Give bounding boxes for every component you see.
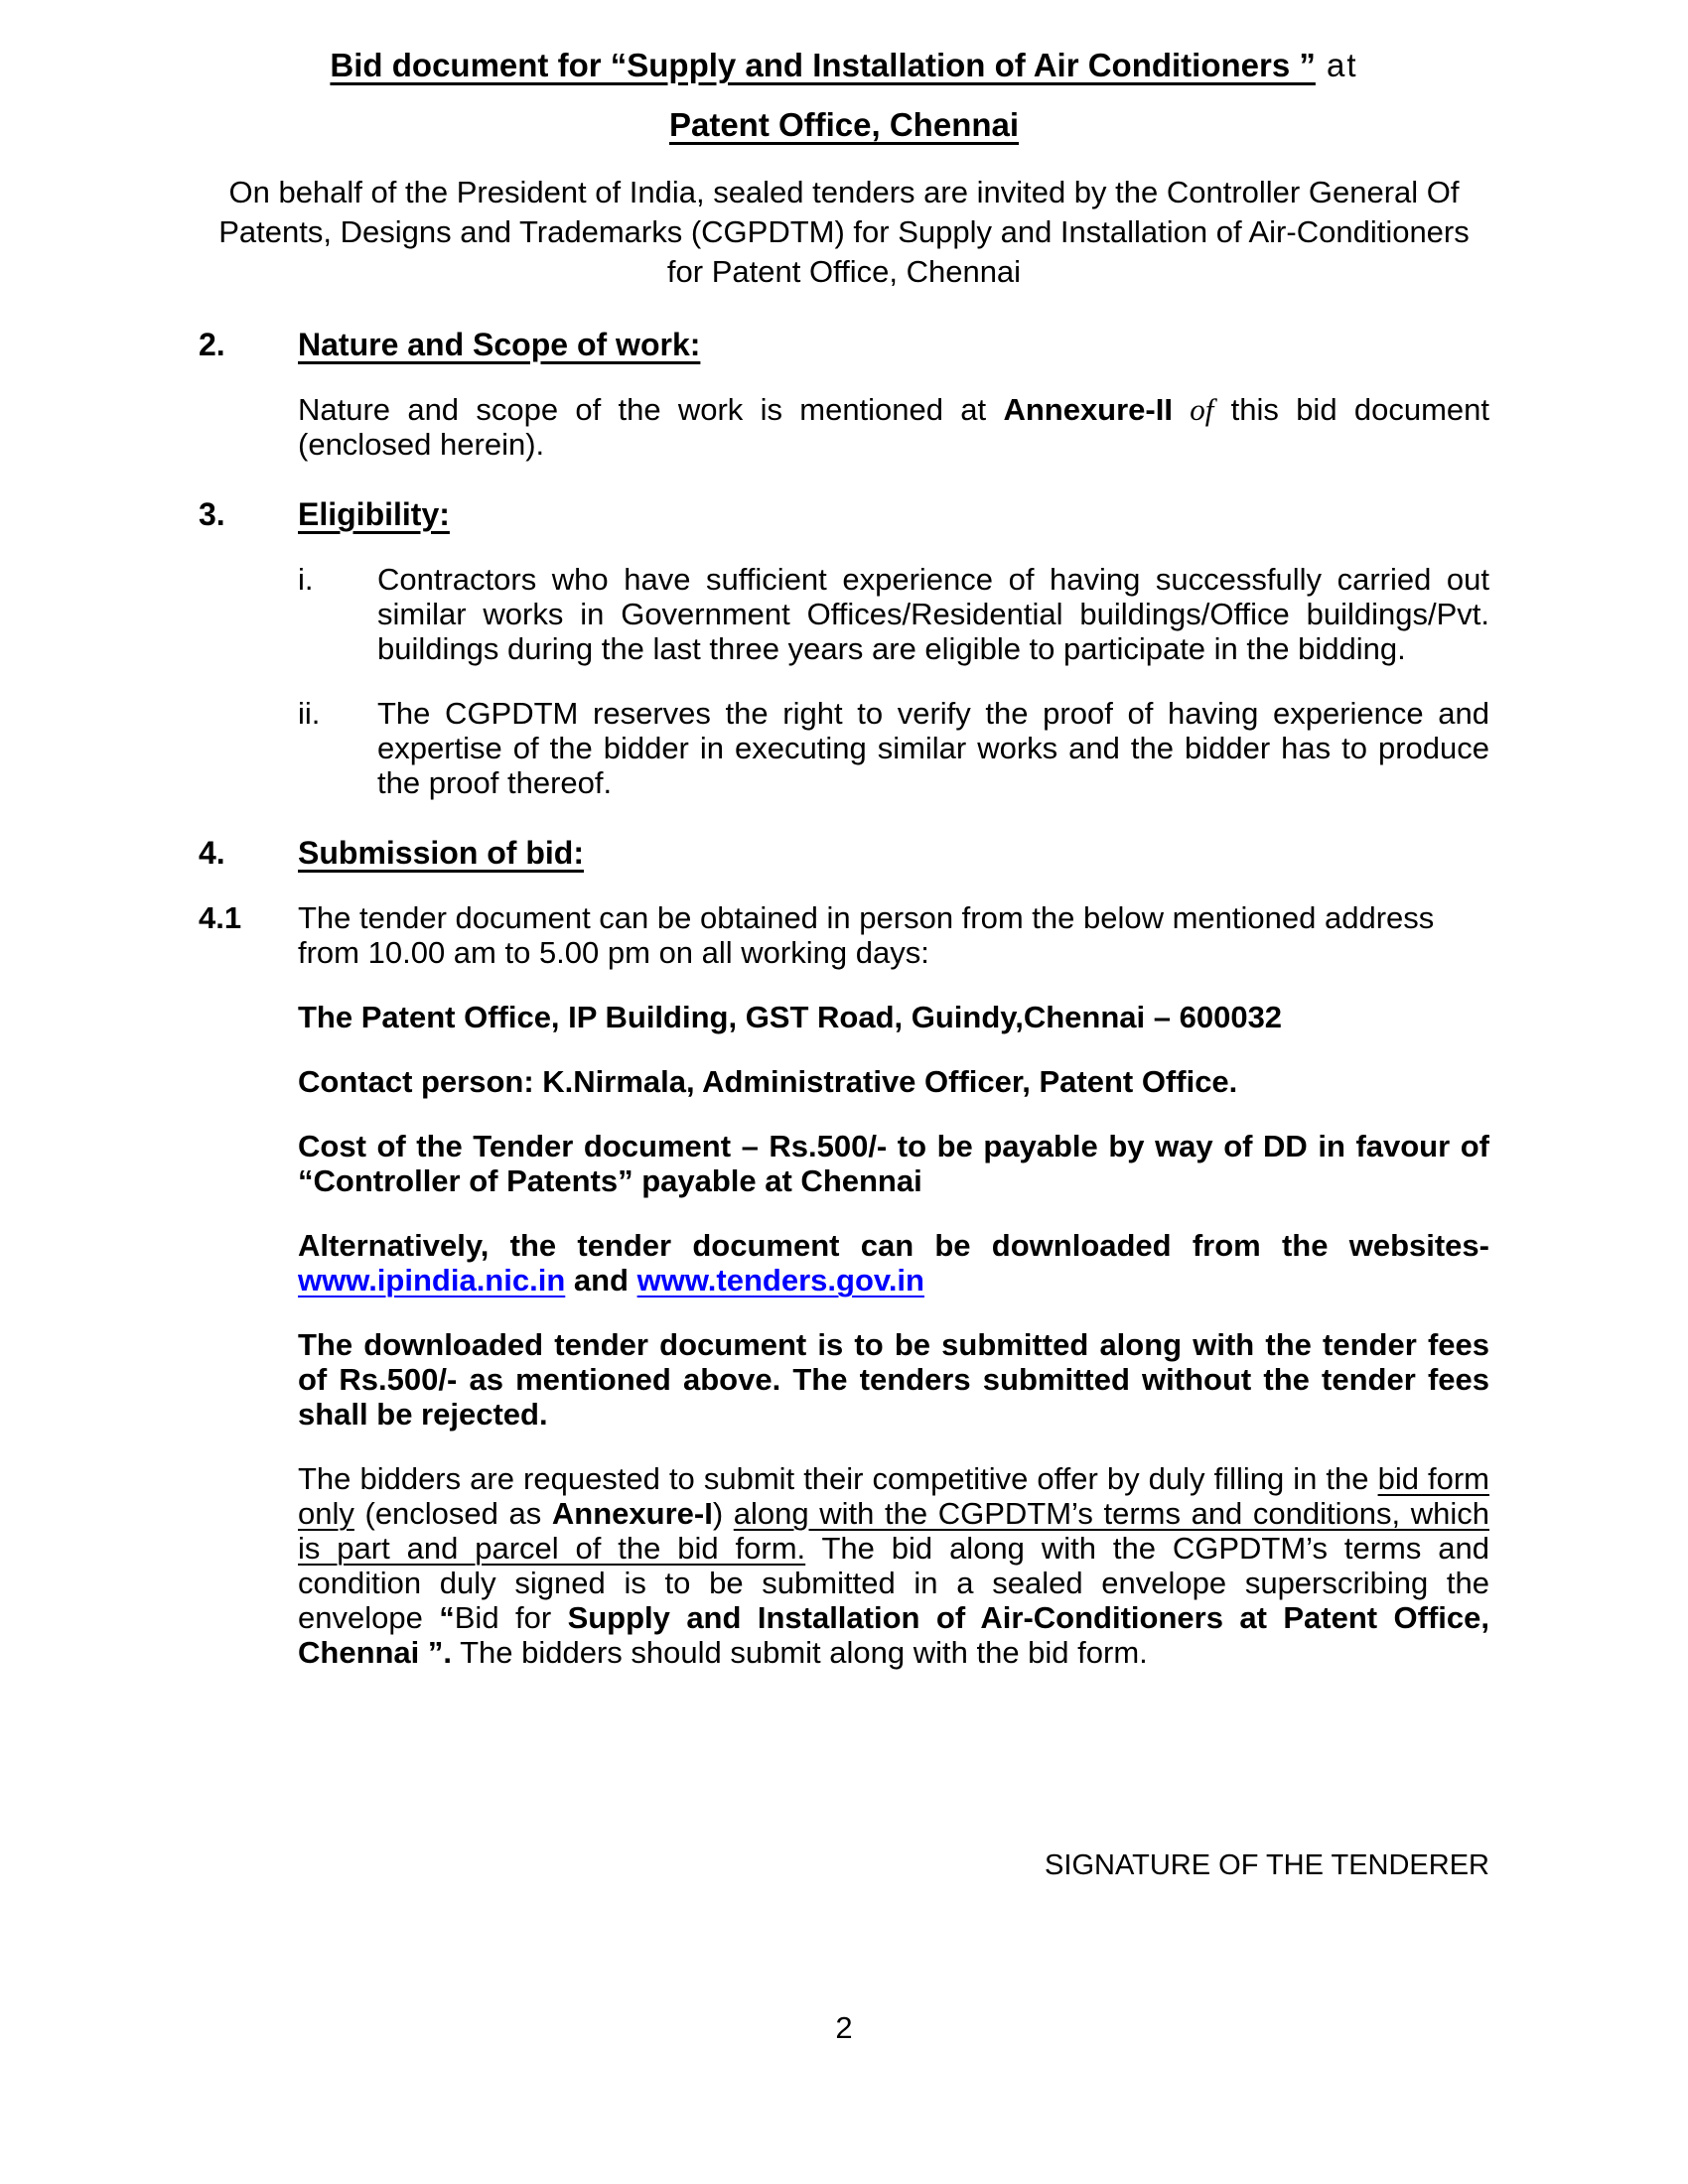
paragraph bbox=[298, 392, 1489, 462]
text-segment: Annexure-I bbox=[551, 1496, 713, 1531]
text-segment: The downloaded tender document is to be submitted along with the tender fees of Rs.500/- as mentioned above. The tenders submitted without the tender fees shall be rejected. bbox=[298, 1327, 1489, 1432]
section-heading bbox=[199, 496, 1489, 532]
section-number: 2. bbox=[199, 327, 225, 362]
text-segment: Contractors who have sufficient experience of having successfully carried out similar works in Government Offices/Residential buildings/Office buildings/Pvt. buildings during the last three years are eligible to participate in the bidding. bbox=[377, 562, 1489, 666]
link-www-ipindia-nic-in[interactable]: www.ipindia.nic.in bbox=[298, 1263, 566, 1297]
text-segment bbox=[1173, 392, 1190, 427]
text-segment: The Patent Office, IP Building, GST Road, Guindy,Chennai – 600032 bbox=[298, 1000, 1283, 1034]
text-segment: Supply and Installation of Air-Conditioners at Patent Office, Chennai ”. bbox=[298, 1600, 1489, 1670]
paragraph bbox=[298, 1461, 1489, 1670]
item-number: i. bbox=[298, 562, 314, 597]
text-segment: ) bbox=[712, 1496, 734, 1531]
signature-line: SIGNATURE OF THE TENDERER bbox=[1045, 1849, 1489, 1881]
text-segment: Submission of bid: bbox=[298, 835, 584, 871]
text-segment: The bidders are requested to submit their competitive offer by duly filling in the bbox=[298, 1461, 1378, 1496]
text-segment: Cost of the Tender document – Rs.500/- to be payable by way of DD in favour of “Controller of Patents” payable at Chennai bbox=[298, 1129, 1489, 1198]
text-segment: The bidders should submit along with the bid form. bbox=[452, 1635, 1148, 1670]
paragraph bbox=[298, 1228, 1489, 1297]
title-line-1 bbox=[199, 36, 1489, 95]
text-segment: Annexure-II bbox=[1003, 392, 1173, 427]
section-heading bbox=[199, 835, 1489, 871]
text-segment: Patent Office, Chennai bbox=[668, 106, 1020, 143]
text-segment: (enclosed as bbox=[353, 1496, 552, 1531]
text-segment: Eligibility: bbox=[298, 496, 450, 532]
paragraph bbox=[298, 1129, 1489, 1198]
text-segment: along with the CGPDTM’s terms and conditions, which is part and parcel of the bid form. bbox=[298, 1496, 1489, 1566]
link-www-tenders-gov-in[interactable]: www.tenders.gov.in bbox=[636, 1263, 924, 1297]
paragraph bbox=[298, 1064, 1489, 1099]
section-number: 4. bbox=[199, 835, 225, 871]
text-segment: On behalf of the President of India, sealed tenders are invited by the Controller General Of Patents, Designs and Trademarks (CGPDTM) for Supply and Installation of Air-Conditioners for Patent Office, Chennai bbox=[218, 175, 1470, 289]
text-segment: and bbox=[565, 1263, 637, 1297]
text-segment: this bid document (enclosed herein). bbox=[298, 392, 1489, 462]
section-heading bbox=[199, 327, 1489, 362]
text-segment: Alternatively, the tender document can be downloaded from the websites- bbox=[298, 1228, 1489, 1263]
page-number: 2 bbox=[835, 2010, 853, 2045]
text-segment: The bid along with the CGPDTM’s terms and condition duly signed is to be submitted in a sealed envelope superscribing the envelope bbox=[298, 1531, 1489, 1635]
text-segment: Contact person: K.Nirmala, Administrative Officer, Patent Office. bbox=[298, 1064, 1238, 1099]
text-segment: The tender document can be obtained in person from the below mentioned address from 10.00 am to 5.00 pm on all working days: bbox=[298, 900, 1435, 970]
list-item bbox=[298, 562, 1489, 666]
text-segment: The CGPDTM reserves the right to verify the proof of having experience and expertise of the bidder in executing similar works and the bidder has to produce the proof thereof. bbox=[377, 696, 1489, 800]
document-title bbox=[199, 36, 1489, 155]
section-number: 4.1 bbox=[199, 900, 242, 935]
section-number: 3. bbox=[199, 496, 225, 532]
paragraph bbox=[298, 1327, 1489, 1432]
numbered-paragraph bbox=[199, 900, 1489, 970]
text-segment: Bid document for “Supply and Installation of Air Conditioners ” bbox=[330, 47, 1316, 83]
item-number: ii. bbox=[298, 696, 321, 731]
paragraph bbox=[298, 1000, 1489, 1034]
text-segment: at bbox=[1315, 47, 1358, 83]
text-segment: “ bbox=[439, 1600, 455, 1635]
text-segment: Nature and scope of the work is mentioned at bbox=[298, 392, 1004, 427]
list-item bbox=[298, 696, 1489, 800]
document-body bbox=[0, 328, 1688, 1670]
text-segment: Nature and Scope of work: bbox=[298, 327, 701, 362]
title-line-2 bbox=[199, 95, 1489, 155]
intro-paragraph bbox=[199, 173, 1489, 292]
text-segment: of bbox=[1190, 392, 1214, 427]
text-segment: Bid for bbox=[454, 1600, 568, 1635]
text-segment: bid form only bbox=[298, 1461, 1489, 1531]
